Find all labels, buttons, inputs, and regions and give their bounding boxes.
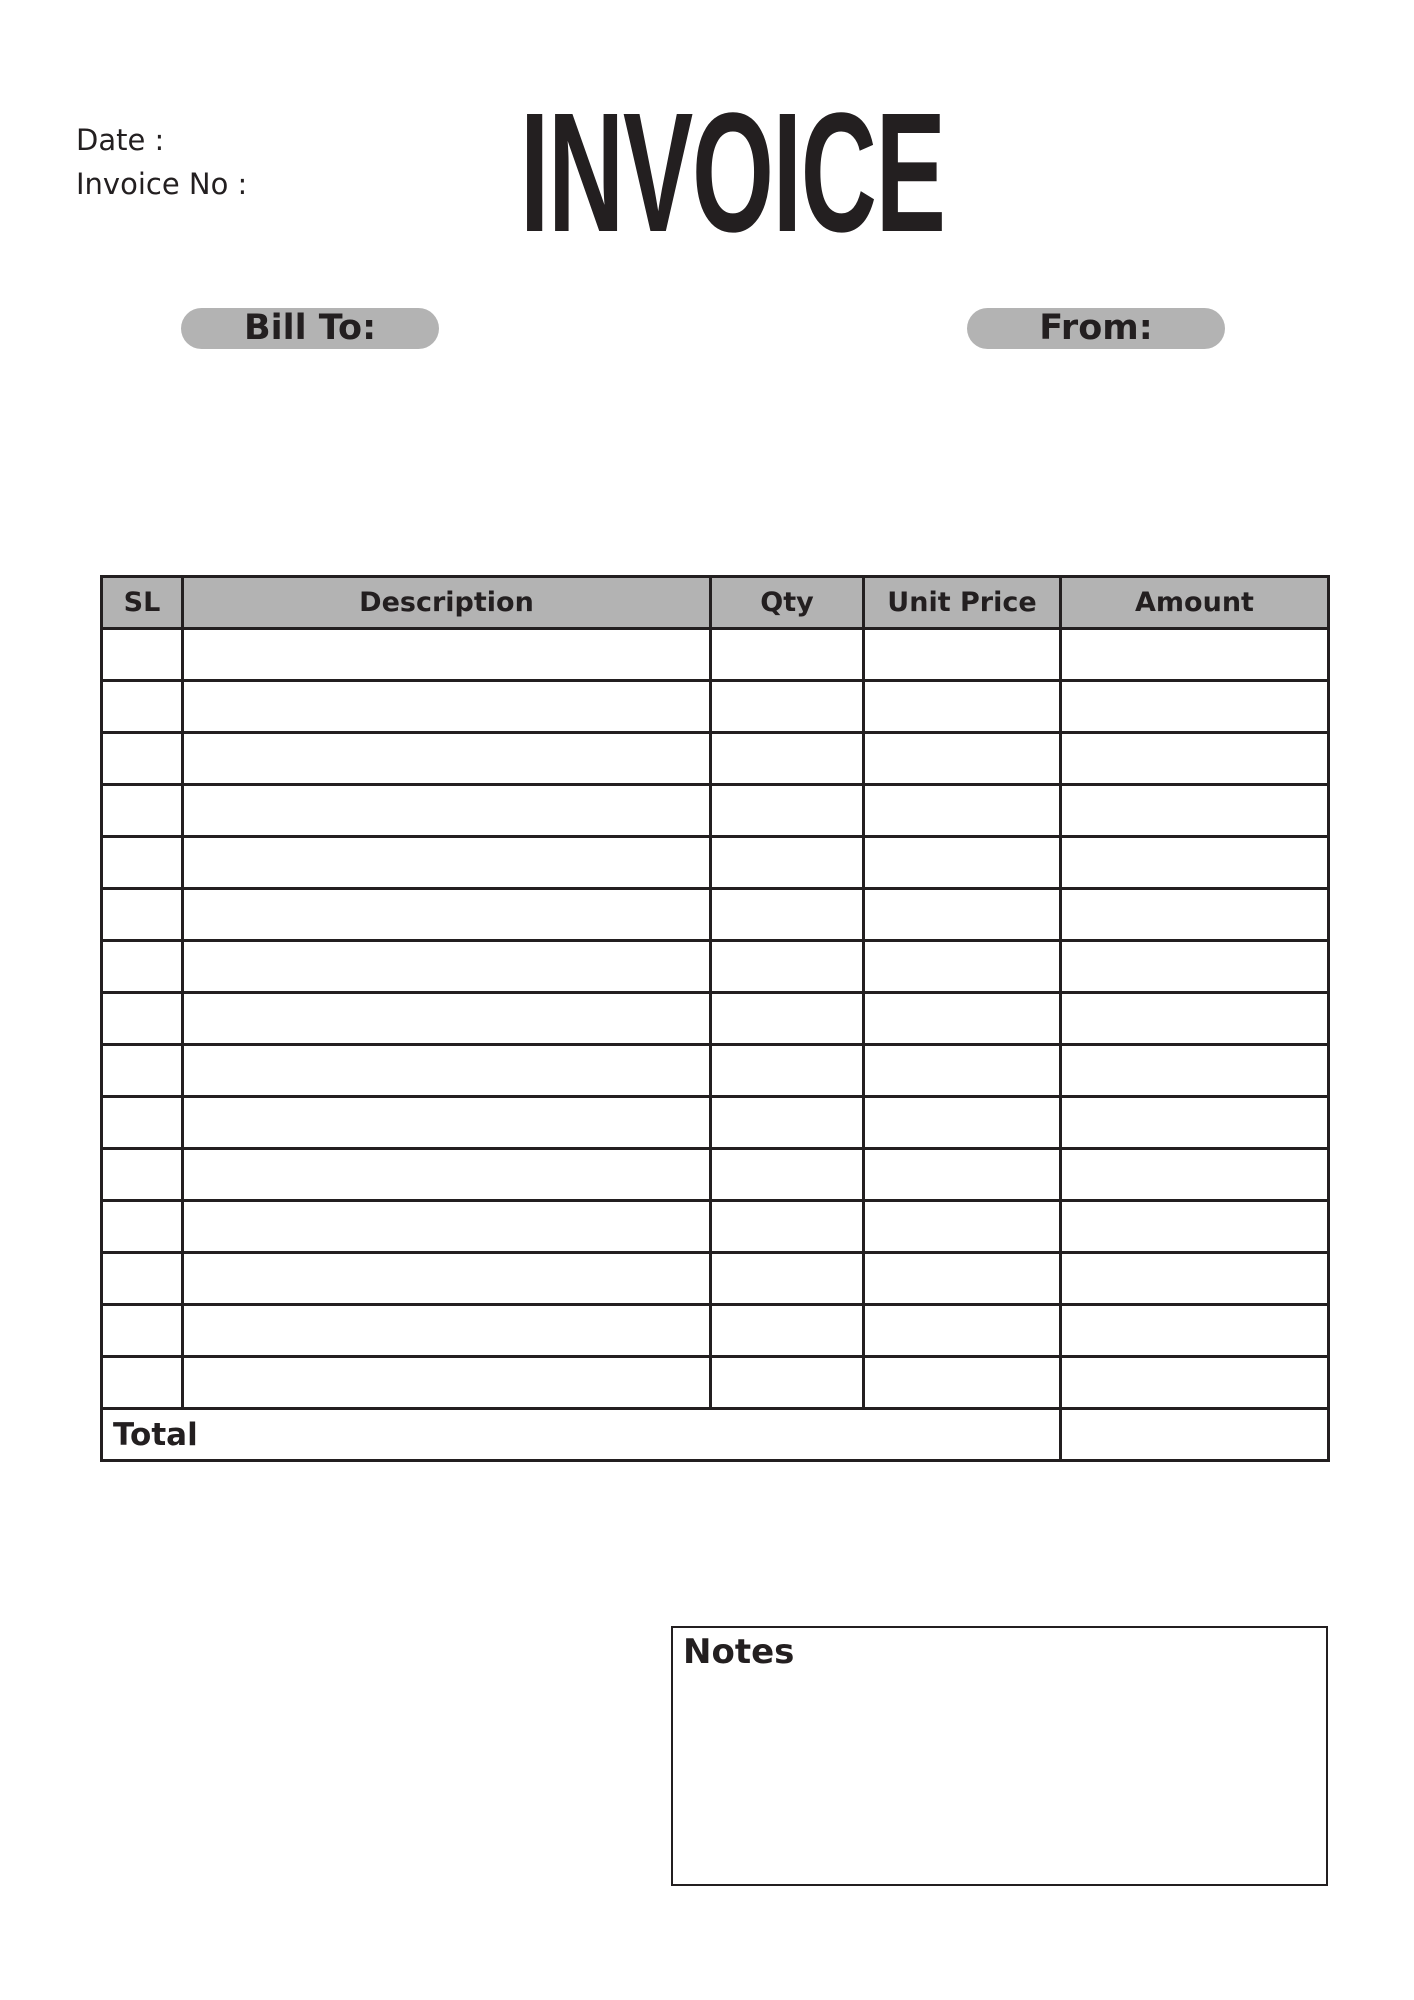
unit-price-cell[interactable] — [864, 837, 1061, 889]
amount-cell[interactable] — [1061, 1201, 1329, 1253]
date-label: Date : — [76, 123, 165, 157]
sl-cell[interactable] — [102, 629, 183, 681]
qty-cell[interactable] — [711, 1097, 864, 1149]
invoice-title: INVOICE — [520, 78, 945, 268]
col-header-unit-price: Unit Price — [864, 577, 1061, 629]
table-header-row — [102, 577, 1329, 629]
qty-cell[interactable] — [711, 889, 864, 941]
description-cell[interactable] — [183, 629, 711, 681]
qty-cell[interactable] — [711, 941, 864, 993]
amount-cell[interactable] — [1061, 993, 1329, 1045]
amount-cell[interactable] — [1061, 733, 1329, 785]
sl-cell[interactable] — [102, 993, 183, 1045]
amount-cell[interactable] — [1061, 1253, 1329, 1305]
description-cell[interactable] — [183, 1201, 711, 1253]
qty-cell[interactable] — [711, 1149, 864, 1201]
total-row — [102, 1409, 1329, 1461]
qty-cell[interactable] — [711, 1305, 864, 1357]
amount-cell[interactable] — [1061, 889, 1329, 941]
table-row — [102, 733, 1329, 785]
unit-price-cell[interactable] — [864, 1097, 1061, 1149]
sl-cell[interactable] — [102, 1149, 183, 1201]
unit-price-cell[interactable] — [864, 785, 1061, 837]
description-cell[interactable] — [183, 889, 711, 941]
total-amount-cell[interactable] — [1061, 1409, 1329, 1461]
invoice-meta — [76, 118, 247, 206]
unit-price-cell[interactable] — [864, 733, 1061, 785]
description-cell[interactable] — [183, 1253, 711, 1305]
unit-price-cell[interactable] — [864, 1045, 1061, 1097]
qty-cell[interactable] — [711, 733, 864, 785]
unit-price-cell[interactable] — [864, 629, 1061, 681]
amount-cell[interactable] — [1061, 1097, 1329, 1149]
sl-cell[interactable] — [102, 837, 183, 889]
qty-cell[interactable] — [711, 993, 864, 1045]
unit-price-cell[interactable] — [864, 1253, 1061, 1305]
table-row — [102, 1305, 1329, 1357]
sl-cell[interactable] — [102, 941, 183, 993]
sl-cell[interactable] — [102, 1305, 183, 1357]
qty-cell[interactable] — [711, 1201, 864, 1253]
col-header-sl: SL — [102, 577, 183, 629]
table-row — [102, 889, 1329, 941]
description-cell[interactable] — [183, 1097, 711, 1149]
table-row — [102, 629, 1329, 681]
from-label: From: — [967, 308, 1225, 349]
sl-cell[interactable] — [102, 1357, 183, 1409]
description-cell[interactable] — [183, 785, 711, 837]
qty-cell[interactable] — [711, 681, 864, 733]
amount-cell[interactable] — [1061, 785, 1329, 837]
unit-price-cell[interactable] — [864, 1201, 1061, 1253]
sl-cell[interactable] — [102, 681, 183, 733]
qty-cell[interactable] — [711, 837, 864, 889]
sl-cell[interactable] — [102, 1097, 183, 1149]
table-row — [102, 1045, 1329, 1097]
amount-cell[interactable] — [1061, 1357, 1329, 1409]
table-row — [102, 837, 1329, 889]
invoice-no-label: Invoice No : — [76, 167, 248, 201]
notes-box[interactable] — [671, 1626, 1328, 1886]
amount-cell[interactable] — [1061, 837, 1329, 889]
table-row — [102, 1149, 1329, 1201]
total-label: Total — [102, 1409, 1061, 1461]
sl-cell[interactable] — [102, 733, 183, 785]
sl-cell[interactable] — [102, 785, 183, 837]
amount-cell[interactable] — [1061, 941, 1329, 993]
col-header-amount: Amount — [1061, 577, 1329, 629]
unit-price-cell[interactable] — [864, 1149, 1061, 1201]
table-row — [102, 681, 1329, 733]
qty-cell[interactable] — [711, 1045, 864, 1097]
unit-price-cell[interactable] — [864, 941, 1061, 993]
table-row — [102, 1357, 1329, 1409]
col-header-qty: Qty — [711, 577, 864, 629]
table-row — [102, 1201, 1329, 1253]
sl-cell[interactable] — [102, 1045, 183, 1097]
unit-price-cell[interactable] — [864, 889, 1061, 941]
table-row — [102, 1253, 1329, 1305]
description-cell[interactable] — [183, 1045, 711, 1097]
col-header-description: Description — [183, 577, 711, 629]
description-cell[interactable] — [183, 1357, 711, 1409]
sl-cell[interactable] — [102, 889, 183, 941]
qty-cell[interactable] — [711, 1357, 864, 1409]
unit-price-cell[interactable] — [864, 993, 1061, 1045]
item-rows — [102, 629, 1329, 1409]
qty-cell[interactable] — [711, 1253, 864, 1305]
bill-to-label: Bill To: — [181, 308, 439, 349]
notes-title: Notes — [683, 1632, 795, 1672]
table-row — [102, 1097, 1329, 1149]
amount-cell[interactable] — [1061, 629, 1329, 681]
amount-cell[interactable] — [1061, 681, 1329, 733]
description-cell[interactable] — [183, 733, 711, 785]
unit-price-cell[interactable] — [864, 681, 1061, 733]
table-row — [102, 785, 1329, 837]
table-row — [102, 993, 1329, 1045]
sl-cell[interactable] — [102, 1253, 183, 1305]
table-row — [102, 941, 1329, 993]
unit-price-cell[interactable] — [864, 1305, 1061, 1357]
qty-cell[interactable] — [711, 785, 864, 837]
amount-cell[interactable] — [1061, 1305, 1329, 1357]
description-cell[interactable] — [183, 681, 711, 733]
description-cell[interactable] — [183, 993, 711, 1045]
description-cell[interactable] — [183, 941, 711, 993]
amount-cell[interactable] — [1061, 1045, 1329, 1097]
description-cell[interactable] — [183, 1149, 711, 1201]
description-cell[interactable] — [183, 837, 711, 889]
items-table — [100, 575, 1330, 1462]
sl-cell[interactable] — [102, 1201, 183, 1253]
description-cell[interactable] — [183, 1305, 711, 1357]
amount-cell[interactable] — [1061, 1149, 1329, 1201]
qty-cell[interactable] — [711, 629, 864, 681]
unit-price-cell[interactable] — [864, 1357, 1061, 1409]
